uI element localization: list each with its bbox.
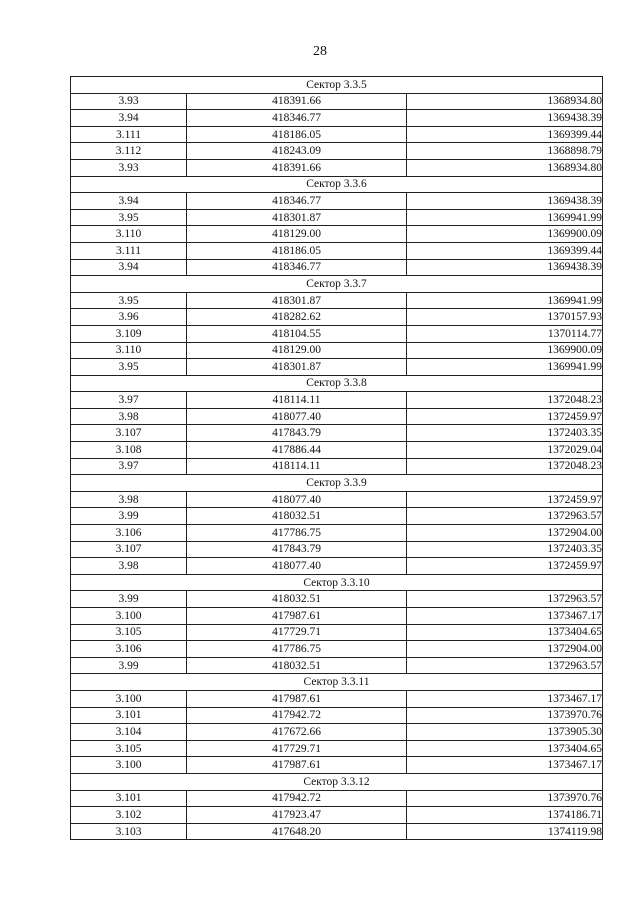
- x-coordinate-cell: 417987.61: [187, 608, 407, 625]
- x-coordinate-cell: 418301.87: [187, 359, 407, 376]
- y-coordinate-cell: 1370114.77: [407, 325, 603, 342]
- x-coordinate-cell: 418391.66: [187, 159, 407, 176]
- table-row: [71, 93, 603, 110]
- x-coordinate-cell: 418346.77: [187, 193, 407, 210]
- y-coordinate-cell: 1373970.76: [407, 790, 603, 807]
- x-coordinate-cell: 417672.66: [187, 724, 407, 741]
- point-number-cell: 3.112: [71, 143, 187, 160]
- x-coordinate-cell: 418391.66: [187, 93, 407, 110]
- point-number-cell: 3.96: [71, 309, 187, 326]
- table-row: [71, 359, 603, 376]
- point-number-cell: 3.104: [71, 724, 187, 741]
- y-coordinate-cell: 1372403.35: [407, 541, 603, 558]
- sector-header-row: [71, 475, 603, 492]
- y-coordinate-cell: 1373404.65: [407, 740, 603, 757]
- y-coordinate-cell: 1372459.97: [407, 491, 603, 508]
- x-coordinate-cell: 418032.51: [187, 591, 407, 608]
- y-coordinate-cell: 1369438.39: [407, 193, 603, 210]
- y-coordinate-cell: 1369438.39: [407, 110, 603, 127]
- y-coordinate-cell: 1369941.99: [407, 292, 603, 309]
- point-number-cell: 3.95: [71, 209, 187, 226]
- coordinates-table: [70, 76, 603, 840]
- table-row: [71, 259, 603, 276]
- point-number-cell: 3.98: [71, 558, 187, 575]
- x-coordinate-cell: 417729.71: [187, 740, 407, 757]
- y-coordinate-cell: 1368934.80: [407, 93, 603, 110]
- point-number-cell: 3.94: [71, 193, 187, 210]
- x-coordinate-cell: 417729.71: [187, 624, 407, 641]
- y-coordinate-cell: 1374186.71: [407, 807, 603, 824]
- y-coordinate-cell: 1372048.23: [407, 458, 603, 475]
- sector-title: Сектор 3.3.12: [71, 773, 603, 790]
- y-coordinate-cell: 1368934.80: [407, 159, 603, 176]
- table-row: [71, 193, 603, 210]
- sector-header-row: [71, 176, 603, 193]
- y-coordinate-cell: 1369399.44: [407, 126, 603, 143]
- table-row: [71, 226, 603, 243]
- x-coordinate-cell: 418114.11: [187, 392, 407, 409]
- table-row: [71, 641, 603, 658]
- x-coordinate-cell: 417987.61: [187, 690, 407, 707]
- sector-header-row: [71, 375, 603, 392]
- table-row: [71, 657, 603, 674]
- table-row: [71, 690, 603, 707]
- point-number-cell: 3.97: [71, 392, 187, 409]
- x-coordinate-cell: 418114.11: [187, 458, 407, 475]
- table-row: [71, 342, 603, 359]
- table-row: [71, 790, 603, 807]
- table-row: [71, 491, 603, 508]
- x-coordinate-cell: 417786.75: [187, 641, 407, 658]
- point-number-cell: 3.93: [71, 93, 187, 110]
- table-row: [71, 707, 603, 724]
- point-number-cell: 3.99: [71, 657, 187, 674]
- table-row: [71, 757, 603, 774]
- table-row: [71, 807, 603, 824]
- x-coordinate-cell: 417942.72: [187, 790, 407, 807]
- x-coordinate-cell: 417786.75: [187, 525, 407, 542]
- sector-title: Сектор 3.3.11: [71, 674, 603, 691]
- point-number-cell: 3.109: [71, 325, 187, 342]
- point-number-cell: 3.101: [71, 707, 187, 724]
- table-row: [71, 823, 603, 840]
- x-coordinate-cell: 418077.40: [187, 408, 407, 425]
- table-row: [71, 558, 603, 575]
- y-coordinate-cell: 1373404.65: [407, 624, 603, 641]
- y-coordinate-cell: 1372904.00: [407, 641, 603, 658]
- point-number-cell: 3.102: [71, 807, 187, 824]
- x-coordinate-cell: 418129.00: [187, 226, 407, 243]
- x-coordinate-cell: 417843.79: [187, 541, 407, 558]
- y-coordinate-cell: 1372963.57: [407, 508, 603, 525]
- point-number-cell: 3.93: [71, 159, 187, 176]
- y-coordinate-cell: 1372029.04: [407, 442, 603, 459]
- y-coordinate-cell: 1369399.44: [407, 242, 603, 259]
- point-number-cell: 3.98: [71, 408, 187, 425]
- table-row: [71, 458, 603, 475]
- x-coordinate-cell: 418129.00: [187, 342, 407, 359]
- y-coordinate-cell: 1373467.17: [407, 608, 603, 625]
- sector-header-row: [71, 276, 603, 293]
- table-row: [71, 724, 603, 741]
- x-coordinate-cell: 418032.51: [187, 657, 407, 674]
- x-coordinate-cell: 418301.87: [187, 209, 407, 226]
- page-number: 28: [313, 44, 327, 59]
- sector-title: Сектор 3.3.6: [71, 176, 603, 193]
- x-coordinate-cell: 418186.05: [187, 242, 407, 259]
- x-coordinate-cell: 418077.40: [187, 558, 407, 575]
- y-coordinate-cell: 1372963.57: [407, 591, 603, 608]
- sector-title: Сектор 3.3.5: [71, 77, 603, 94]
- y-coordinate-cell: 1372459.97: [407, 558, 603, 575]
- point-number-cell: 3.95: [71, 292, 187, 309]
- point-number-cell: 3.99: [71, 508, 187, 525]
- point-number-cell: 3.100: [71, 757, 187, 774]
- x-coordinate-cell: 418346.77: [187, 259, 407, 276]
- point-number-cell: 3.100: [71, 608, 187, 625]
- y-coordinate-cell: 1373905.30: [407, 724, 603, 741]
- table-row: [71, 292, 603, 309]
- table-row: [71, 408, 603, 425]
- point-number-cell: 3.98: [71, 491, 187, 508]
- point-number-cell: 3.111: [71, 242, 187, 259]
- sector-title: Сектор 3.3.9: [71, 475, 603, 492]
- x-coordinate-cell: 417843.79: [187, 425, 407, 442]
- point-number-cell: 3.101: [71, 790, 187, 807]
- y-coordinate-cell: 1372963.57: [407, 657, 603, 674]
- x-coordinate-cell: 418186.05: [187, 126, 407, 143]
- table-row: [71, 209, 603, 226]
- x-coordinate-cell: 418077.40: [187, 491, 407, 508]
- x-coordinate-cell: 418243.09: [187, 143, 407, 160]
- x-coordinate-cell: 417923.47: [187, 807, 407, 824]
- y-coordinate-cell: 1369900.09: [407, 226, 603, 243]
- x-coordinate-cell: 417987.61: [187, 757, 407, 774]
- point-number-cell: 3.110: [71, 226, 187, 243]
- table-row: [71, 159, 603, 176]
- y-coordinate-cell: 1368898.79: [407, 143, 603, 160]
- y-coordinate-cell: 1372904.00: [407, 525, 603, 542]
- point-number-cell: 3.99: [71, 591, 187, 608]
- table-row: [71, 541, 603, 558]
- point-number-cell: 3.108: [71, 442, 187, 459]
- point-number-cell: 3.103: [71, 823, 187, 840]
- point-number-cell: 3.94: [71, 259, 187, 276]
- point-number-cell: 3.106: [71, 641, 187, 658]
- point-number-cell: 3.95: [71, 359, 187, 376]
- sector-header-row: [71, 674, 603, 691]
- table-row: [71, 392, 603, 409]
- y-coordinate-cell: 1373467.17: [407, 690, 603, 707]
- sector-header-row: [71, 77, 603, 94]
- sector-title: Сектор 3.3.8: [71, 375, 603, 392]
- point-number-cell: 3.105: [71, 740, 187, 757]
- y-coordinate-cell: 1372048.23: [407, 392, 603, 409]
- y-coordinate-cell: 1369438.39: [407, 259, 603, 276]
- y-coordinate-cell: 1372403.35: [407, 425, 603, 442]
- table-row: [71, 242, 603, 259]
- point-number-cell: 3.97: [71, 458, 187, 475]
- x-coordinate-cell: 417886.44: [187, 442, 407, 459]
- point-number-cell: 3.106: [71, 525, 187, 542]
- table-row: [71, 425, 603, 442]
- y-coordinate-cell: 1373970.76: [407, 707, 603, 724]
- table-row: [71, 110, 603, 127]
- sector-header-row: [71, 773, 603, 790]
- x-coordinate-cell: 418346.77: [187, 110, 407, 127]
- point-number-cell: 3.107: [71, 541, 187, 558]
- point-number-cell: 3.111: [71, 126, 187, 143]
- table-row: [71, 143, 603, 160]
- y-coordinate-cell: 1373467.17: [407, 757, 603, 774]
- x-coordinate-cell: 417648.20: [187, 823, 407, 840]
- point-number-cell: 3.100: [71, 690, 187, 707]
- point-number-cell: 3.94: [71, 110, 187, 127]
- point-number-cell: 3.105: [71, 624, 187, 641]
- x-coordinate-cell: 418104.55: [187, 325, 407, 342]
- y-coordinate-cell: 1369941.99: [407, 359, 603, 376]
- x-coordinate-cell: 417942.72: [187, 707, 407, 724]
- table-row: [71, 608, 603, 625]
- x-coordinate-cell: 418301.87: [187, 292, 407, 309]
- table-row: [71, 740, 603, 757]
- table-row: [71, 126, 603, 143]
- y-coordinate-cell: 1369900.09: [407, 342, 603, 359]
- table-row: [71, 442, 603, 459]
- table-row: [71, 309, 603, 326]
- point-number-cell: 3.110: [71, 342, 187, 359]
- table-row: [71, 624, 603, 641]
- y-coordinate-cell: 1370157.93: [407, 309, 603, 326]
- table-row: [71, 508, 603, 525]
- y-coordinate-cell: 1374119.98: [407, 823, 603, 840]
- point-number-cell: 3.107: [71, 425, 187, 442]
- table-row: [71, 525, 603, 542]
- sector-header-row: [71, 574, 603, 591]
- table-row: [71, 325, 603, 342]
- y-coordinate-cell: 1369941.99: [407, 209, 603, 226]
- x-coordinate-cell: 418282.62: [187, 309, 407, 326]
- y-coordinate-cell: 1372459.97: [407, 408, 603, 425]
- table-row: [71, 591, 603, 608]
- sector-title: Сектор 3.3.7: [71, 276, 603, 293]
- coordinates-table-body: [71, 77, 603, 840]
- x-coordinate-cell: 418032.51: [187, 508, 407, 525]
- sector-title: Сектор 3.3.10: [71, 574, 603, 591]
